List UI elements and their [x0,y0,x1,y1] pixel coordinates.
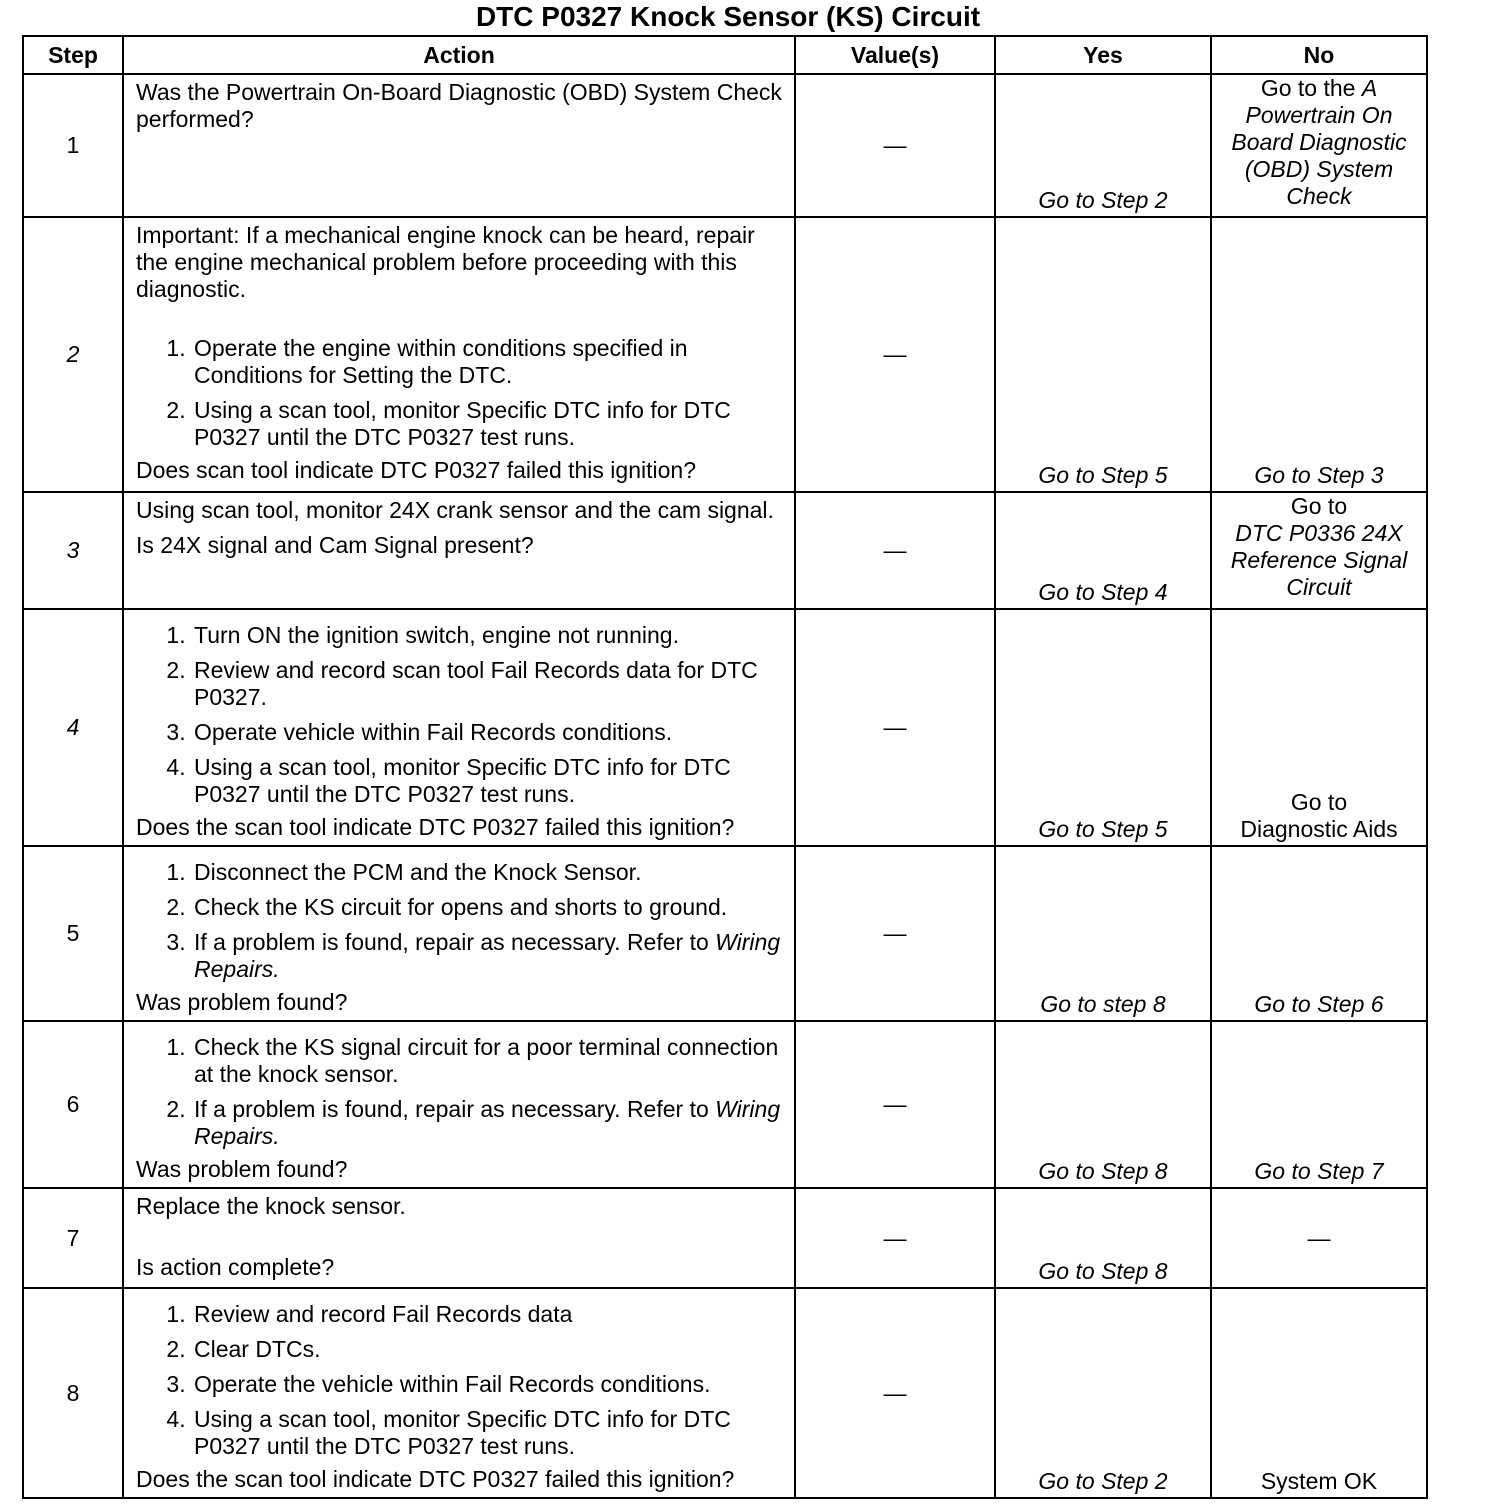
list-item: 1. Turn ON the ignition switch, engine not running. [192,622,784,649]
step-list [136,335,784,451]
header-row [23,36,1427,74]
list-item: 1. Disconnect the PCM and the Knock Sensor. [192,859,784,886]
list-item: 2. Clear DTCs. [192,1336,784,1363]
no-reference: DTC P0336 24X Reference Signal Circuit [1230,520,1408,600]
value-cell: — [795,1288,995,1498]
action-cell [123,1021,795,1188]
step-number: 2 [23,217,123,492]
action-cell [123,609,795,846]
table-row [23,1188,1427,1288]
wiring-repairs-reference[interactable]: Wiring Repairs. [194,1096,781,1149]
action-cell [123,1188,795,1288]
yes-link[interactable]: Go to Step 2 [995,74,1211,217]
question-text: Does scan tool indicate DTC P0327 failed this ignition? [136,457,696,483]
table-row [23,1288,1427,1498]
diagnostic-table [22,35,1428,1499]
header-yes: Yes [995,36,1211,74]
page-title: DTC P0327 Knock Sensor (KS) Circuit [475,1,981,32]
no-line-1: Go to [1290,789,1348,815]
list-item: 2. Review and record scan tool Fail Records data for DTC P0327. [192,657,784,711]
action-cell [123,217,795,492]
value-cell: — [795,74,995,217]
list-item: 3. Operate the vehicle within Fail Records conditions. [192,1371,784,1398]
step-number: 1 [23,74,123,217]
no-prefix: Go to [1290,493,1348,519]
table-row [23,846,1427,1021]
no-value: — [1211,1188,1427,1288]
value-cell: — [795,846,995,1021]
no-line-2: Diagnostic Aids [1240,816,1398,842]
list-item: 4. Using a scan tool, monitor Specific DTC info for DTC P0327 until the DTC P0327 test runs. [192,754,784,808]
question-text: Was problem found? [136,1156,348,1182]
no-link[interactable]: Go to Step 6 [1211,846,1427,1021]
intro-text: Replace the knock sensor. [136,1193,406,1219]
list-item: 2. Check the KS circuit for opens and shorts to ground. [192,894,784,921]
list-item: 1. Review and record Fail Records data [192,1301,784,1328]
action-cell [123,74,795,217]
question-text: Is 24X signal and Cam Signal present? [136,532,534,558]
action-cell [123,846,795,1021]
yes-link[interactable]: Go to Step 5 [995,609,1211,846]
no-link[interactable]: System OK [1211,1288,1427,1498]
step-list [136,1034,784,1150]
action-cell [123,1288,795,1498]
no-link[interactable]: Go to Step 3 [1211,217,1427,492]
no-link[interactable]: Go to Step 7 [1211,1021,1427,1188]
header-values: Value(s) [795,36,995,74]
question-text: Is action complete? [136,1254,335,1280]
table-row [23,1021,1427,1188]
intro-text: Using scan tool, monitor 24X crank sensor and the cam signal. [136,497,774,523]
value-cell: — [795,492,995,609]
list-item [192,929,784,983]
table-row [23,609,1427,846]
list-item: 1. Operate the engine within conditions specified in Conditions for Setting the DTC. [192,335,784,389]
table-row [23,492,1427,609]
no-link[interactable] [1211,492,1427,609]
no-reference: A Powertrain On Board Diagnostic (OBD) System Check [1231,75,1407,209]
value-cell: — [795,217,995,492]
question-text: Does the scan tool indicate DTC P0327 failed this ignition? [136,1466,735,1492]
list-item [192,1096,784,1150]
no-link[interactable] [1211,74,1427,217]
step-number: 4 [23,609,123,846]
table-row [23,74,1427,217]
yes-link[interactable]: Go to Step 2 [995,1288,1211,1498]
step-list [136,859,784,983]
header-no: No [1211,36,1427,74]
header-action: Action [123,36,795,74]
action-cell [123,492,795,609]
question-text: Does the scan tool indicate DTC P0327 failed this ignition? [136,814,735,840]
intro-text: Important: If a mechanical engine knock can be heard, repair the engine mechanical problem before proceeding with this diagnostic. [136,222,755,302]
step-number: 3 [23,492,123,609]
item-text: If a problem is found, repair as necessary. Refer to [194,929,716,955]
list-item: 3. Operate vehicle within Fail Records conditions. [192,719,784,746]
item-text: If a problem is found, repair as necessary. Refer to [194,1096,716,1122]
yes-link[interactable]: Go to Step 8 [995,1188,1211,1288]
question-text: Was problem found? [136,989,348,1015]
value-cell: — [795,1188,995,1288]
question-text: Was the Powertrain On-Board Diagnostic (OBD) System Check performed? [136,79,782,132]
wiring-repairs-reference[interactable]: Wiring Repairs. [194,929,781,982]
yes-link[interactable]: Go to Step 8 [995,1021,1211,1188]
no-link[interactable] [1211,609,1427,846]
list-item: 1. Check the KS signal circuit for a poor terminal connection at the knock sensor. [192,1034,784,1088]
value-cell: — [795,1021,995,1188]
step-number: 6 [23,1021,123,1188]
step-list [136,1301,784,1460]
yes-link[interactable]: Go to Step 5 [995,217,1211,492]
step-list [136,622,784,808]
list-item: 4. Using a scan tool, monitor Specific DTC info for DTC P0327 until the DTC P0327 test runs. [192,1406,784,1460]
yes-link[interactable]: Go to step 8 [995,846,1211,1021]
table-row [23,217,1427,492]
yes-link[interactable]: Go to Step 4 [995,492,1211,609]
step-number: 5 [23,846,123,1021]
step-number: 8 [23,1288,123,1498]
no-prefix: Go to the [1260,75,1362,101]
list-item: 2. Using a scan tool, monitor Specific DTC info for DTC P0327 until the DTC P0327 test runs. [192,397,784,451]
value-cell: — [795,609,995,846]
header-step: Step [23,36,123,74]
step-number: 7 [23,1188,123,1288]
